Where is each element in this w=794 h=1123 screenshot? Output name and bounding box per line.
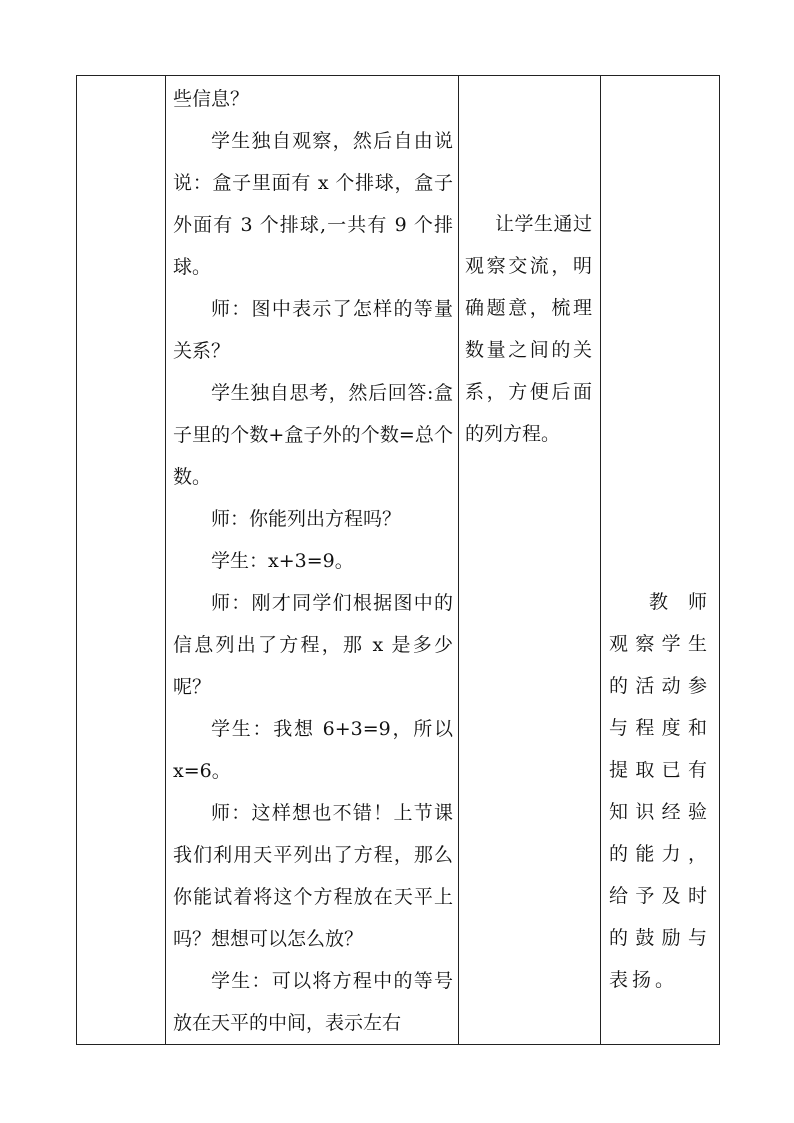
process-paragraph: 学生：可以将方程中的等号放在天平的中间，表示左右 (173, 970, 453, 1034)
process-paragraph: 师：你能列出方程吗？ (211, 508, 402, 530)
process-paragraph: 学生独自思考，然后回答:盒子里的个数+盒子外的个数=总个数。 (173, 382, 453, 488)
design-intent-cell (459, 76, 601, 1045)
process-paragraph: 学生独自观察，然后自由说说：盒子里面有 x 个排球，盒子外面有 3 个排球,一共有 9 个排球。 (173, 130, 453, 278)
evaluation-cell (601, 76, 720, 1045)
process-paragraph: 师：刚才同学们根据图中的信息列出了方程，那 x 是多少呢？ (173, 592, 453, 698)
design-intent-text (459, 76, 600, 455)
evaluation-text (601, 76, 719, 1001)
teaching-process-text (166, 76, 458, 1044)
process-paragraph: 学生：x+3=9。 (211, 550, 354, 572)
process-paragraph: 学生：我想 6+3=9，所以 x=6。 (173, 718, 453, 782)
process-paragraph: 些信息？ (173, 88, 250, 110)
process-paragraph: 师：这样想也不错！上节课我们利用天平列出了方程，那么你能试着将这个方程放在天平上吗？想想可以怎么放？ (173, 802, 453, 950)
stage-cell (77, 76, 166, 1045)
evaluation-paragraph: 教师观察学生的活动参与程度和提取已有知识经验的能力，给予及时的鼓励与表扬。 (609, 591, 711, 991)
process-paragraph: 师：图中表示了怎样的等量关系？ (173, 298, 453, 362)
table-row (77, 76, 720, 1045)
lesson-plan-table (76, 75, 720, 1045)
teaching-process-cell (166, 76, 459, 1045)
design-intent-paragraph: 让学生通过观察交流，明确题意，梳理数量之间的关系，方便后面的列方程。 (465, 213, 592, 445)
